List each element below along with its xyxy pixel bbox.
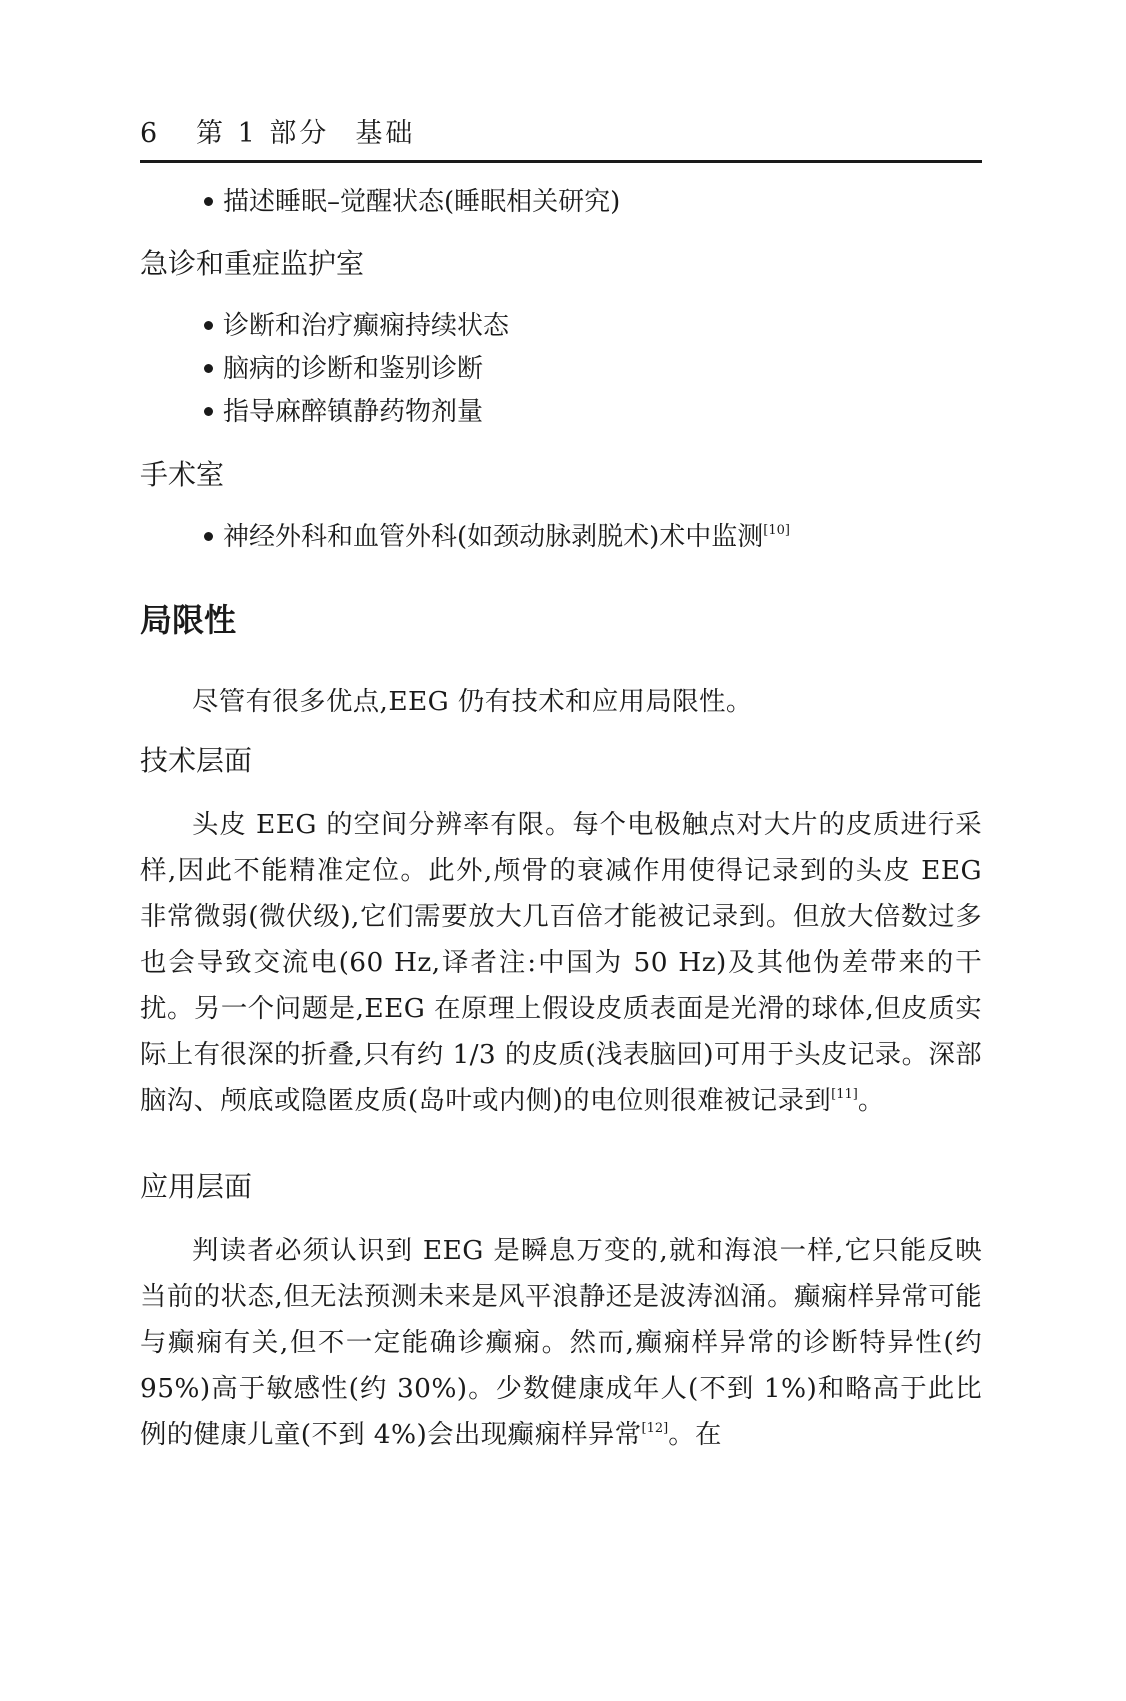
paragraph-application: [140, 1228, 982, 1463]
bullet-dot-icon: [204, 532, 213, 541]
list-item: [204, 517, 790, 562]
citation-ref: [10]: [763, 523, 790, 538]
paragraph-text: 判读者必须认识到 EEG 是瞬息万变的,就和海浪一样,它只能反映当前的状态,但无法预测未来是风平浪静还是波涛汹涌。癫痫样异常可能与癫痫有关,但不一定能确诊癫痫。然而,癫痫样异常的诊断特异性(约 95%)高于敏感性(约 30%)。少数健康成年人(不到 1%)和略高于此比例的健康儿童(不到 4%)会出现癫痫样异常: [140, 1235, 982, 1450]
list-item-text: 指导麻醉镇静药物剂量: [223, 397, 484, 427]
page-number: 6: [140, 118, 158, 149]
section-heading-application: 应用层面: [140, 1170, 253, 1203]
list-item-text: 描述睡眠–觉醒状态(睡眠相关研究): [223, 187, 621, 217]
list-item-text: 诊断和治疗癫痫持续状态: [223, 311, 510, 341]
bullet-dot-icon: [204, 197, 213, 206]
header-rule: [140, 160, 982, 163]
paragraph-tail: 。: [857, 1085, 885, 1116]
part-title: 基础: [355, 118, 416, 149]
list-item-text: 脑病的诊断和鉴别诊断: [223, 354, 484, 384]
section-heading-or: 手术室: [140, 458, 225, 491]
paragraph-technical: [140, 802, 982, 1129]
paragraph-tail: 。在: [668, 1419, 722, 1450]
bullet-dot-icon: [204, 321, 213, 330]
paragraph-text: 头皮 EEG 的空间分辨率有限。每个电极触点对大片的皮质进行采样,因此不能精准定位。此外,颅骨的衰减作用使得记录到的头皮 EEG 非常微弱(微伏级),它们需要放大几百倍才能被记录到。但放大倍数过多也会导致交流电(60 Hz,译者注:中国为 50 Hz)及其他伪差带来的干扰。另一个问题是,EEG 在原理上假设皮质表面是光滑的球体,但皮质实际上有很深的折叠,只有约 1/3 的皮质(浅表脑回)可用于头皮记录。深部脑沟、颅底或隐匿皮质(岛叶或内侧)的电位则很难被记录到: [140, 809, 982, 1116]
list-item: [204, 349, 483, 389]
section-heading-limitations: 局限性: [140, 601, 237, 639]
list-item: [204, 306, 509, 346]
part-label: 第 1 部分: [196, 118, 330, 149]
running-head: [140, 112, 982, 156]
section-heading-technical: 技术层面: [140, 744, 253, 777]
citation-ref: [12]: [641, 1421, 669, 1436]
bullet-dot-icon: [204, 364, 213, 373]
bullet-dot-icon: [204, 407, 213, 416]
list-item: [204, 392, 483, 432]
book-page: [140, 0, 982, 1701]
section-heading-icu: 急诊和重症监护室: [140, 247, 365, 280]
citation-ref: [11]: [831, 1087, 858, 1102]
paragraph-intro: 尽管有很多优点,EEG 仍有技术和应用局限性。: [192, 686, 753, 717]
list-item-text: 神经外科和血管外科(如颈动脉剥脱术)术中监测: [223, 522, 764, 552]
list-item: [204, 182, 620, 222]
